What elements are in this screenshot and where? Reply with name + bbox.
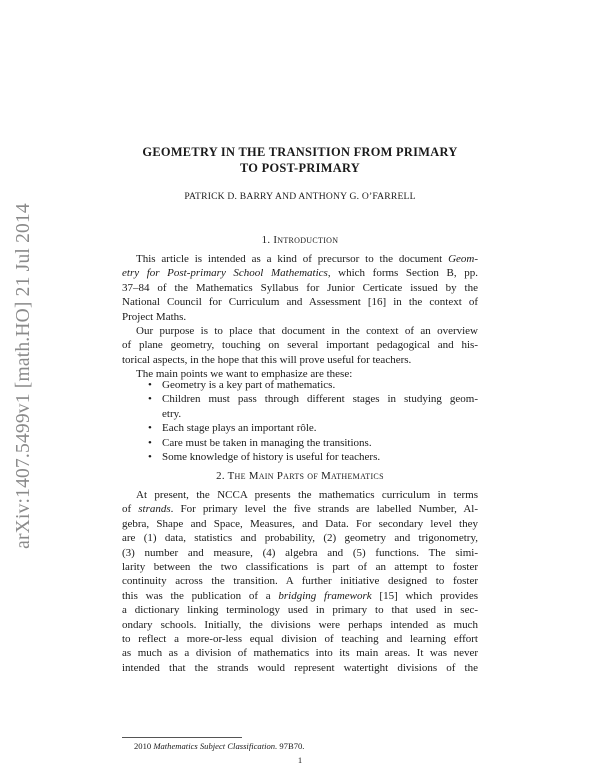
bullet-text: Some knowledge of history is useful for teachers. — [162, 450, 381, 463]
text-fragment: gebra, Shape and Space, Measures, and Data. For secondary level they — [122, 517, 478, 530]
text-fragment: are (1) data, statistics and probability, (2) geometry and trigonometry, — [122, 532, 478, 545]
section-2-paragraph — [122, 488, 478, 675]
italic-term: bridging framework — [278, 589, 372, 602]
text-line — [122, 646, 478, 660]
text-fragment: as much as a division of mathematics into its main areas. It was never — [122, 647, 478, 660]
text-fragment: 37–84 of the Mathematics Syllabus for Junior Certicate issued by the — [122, 281, 478, 294]
footnote-label: Mathematics Subject Classification. — [153, 741, 278, 751]
bullet-item — [148, 378, 478, 392]
intro-paragraph-2 — [122, 324, 478, 367]
bullet-dot: • — [148, 422, 152, 435]
page-number: 1 — [297, 755, 303, 765]
text-fragment: At present, the NCCA presents the mathematics curriculum in terms — [136, 489, 478, 501]
bullet-item — [148, 421, 478, 435]
footnote-code: 97B70. — [277, 741, 305, 751]
text-fragment: National Council for Curriculum and Assessment [16] in the context of — [122, 296, 478, 309]
italic-title-fragment: etry for Post-primary School Mathematics — [122, 267, 328, 280]
italic-title-fragment: Geom- — [448, 253, 478, 265]
text-line — [122, 661, 478, 675]
text-fragment: (3) number and measure, (4) algebra and (5) functions. The simi- — [122, 546, 478, 559]
bullet-item — [148, 407, 478, 421]
author-list: PATRICK D. BARRY AND ANTHONY G. O’FARRELL — [184, 191, 416, 202]
text-fragment: , which forms Section B, pp. — [327, 267, 478, 280]
bullet-dot: • — [148, 450, 152, 463]
italic-term: strands — [138, 503, 171, 516]
text-fragment: intended that the strands would represent watertight divisions of the — [122, 661, 478, 674]
text-line — [122, 295, 478, 309]
text-line — [122, 589, 478, 603]
bullet-text: Each stage plays an important rôle. — [162, 422, 317, 435]
text-fragment: . For primary level the five strands are labelled Number, Al- — [170, 503, 478, 516]
text-fragment: of — [122, 503, 139, 516]
text-fragment: to reflect a more-or-less equal division of teaching and learning effort — [122, 632, 478, 645]
text-fragment: This article is intended as a kind of precursor to the document — [136, 253, 449, 265]
text-line: of plane geometry, touching on several important pedagogical and his- — [122, 339, 478, 352]
text-line — [122, 488, 478, 502]
text-fragment: this was the publication of a — [122, 589, 279, 602]
text-line: Our purpose is to place that document in the context of an overview — [136, 325, 478, 337]
footnote-year: 2010 — [134, 741, 154, 751]
text-fragment: a dictionary linking terminology used in primary to that used in sec- — [122, 604, 478, 617]
text-line: torical aspects, in the hope that this will prove useful for teachers. — [122, 353, 412, 366]
bullet-text: Children must pass through different stages in studying geom- — [162, 393, 478, 406]
text-line — [122, 632, 478, 646]
text-line — [122, 531, 478, 545]
text-fragment: [15] which provides — [371, 589, 478, 602]
text-fragment: larity between the two classifications is part of an attempt to foster — [122, 560, 478, 573]
text-line — [122, 266, 478, 280]
text-line — [122, 603, 478, 617]
arxiv-identifier: arXiv:1407.5499v1 [math.HO] 21 Jul 2014 — [13, 203, 34, 549]
text-line — [122, 517, 478, 531]
title-line-1: GEOMETRY IN THE TRANSITION FROM PRIMARY — [142, 145, 458, 159]
text-line — [122, 502, 478, 516]
bullet-text: Geometry is a key part of mathematics. — [162, 379, 336, 391]
text-line — [122, 560, 478, 574]
section-1-heading: 1. Introduction — [261, 234, 339, 246]
bullet-item — [148, 392, 478, 406]
bullet-item — [148, 450, 478, 464]
bullet-text: Care must be taken in managing the transitions. — [162, 436, 372, 449]
bullet-dot: • — [148, 393, 152, 406]
bullet-text: etry. — [162, 407, 182, 420]
text-line — [122, 281, 478, 295]
intro-paragraph-1 — [122, 252, 478, 324]
msc-footnote — [134, 741, 304, 751]
text-fragment: continuity across the transition. A further initiative designed to foster — [122, 575, 478, 588]
text-line — [122, 252, 478, 266]
section-2-heading: 2. The Main Parts of Mathematics — [216, 470, 384, 482]
text-line — [122, 310, 478, 324]
intro-lead-in: The main points we want to emphasize are these: — [136, 368, 353, 380]
text-line — [122, 618, 478, 632]
bullet-dot: • — [148, 436, 152, 449]
text-line — [122, 574, 478, 588]
bullet-dot: • — [148, 379, 152, 391]
bullet-item — [148, 436, 478, 450]
paper-title — [110, 145, 490, 176]
text-fragment: Project Maths. — [122, 310, 187, 323]
text-fragment: ondary schools. Initially, the divisions were perhaps intended as much — [122, 618, 478, 631]
text-line — [122, 546, 478, 560]
key-points-list — [148, 378, 478, 464]
title-line-2: TO POST-PRIMARY — [239, 160, 361, 175]
footnote-rule — [122, 737, 242, 738]
arxiv-sidebar-stamp — [6, 186, 42, 566]
